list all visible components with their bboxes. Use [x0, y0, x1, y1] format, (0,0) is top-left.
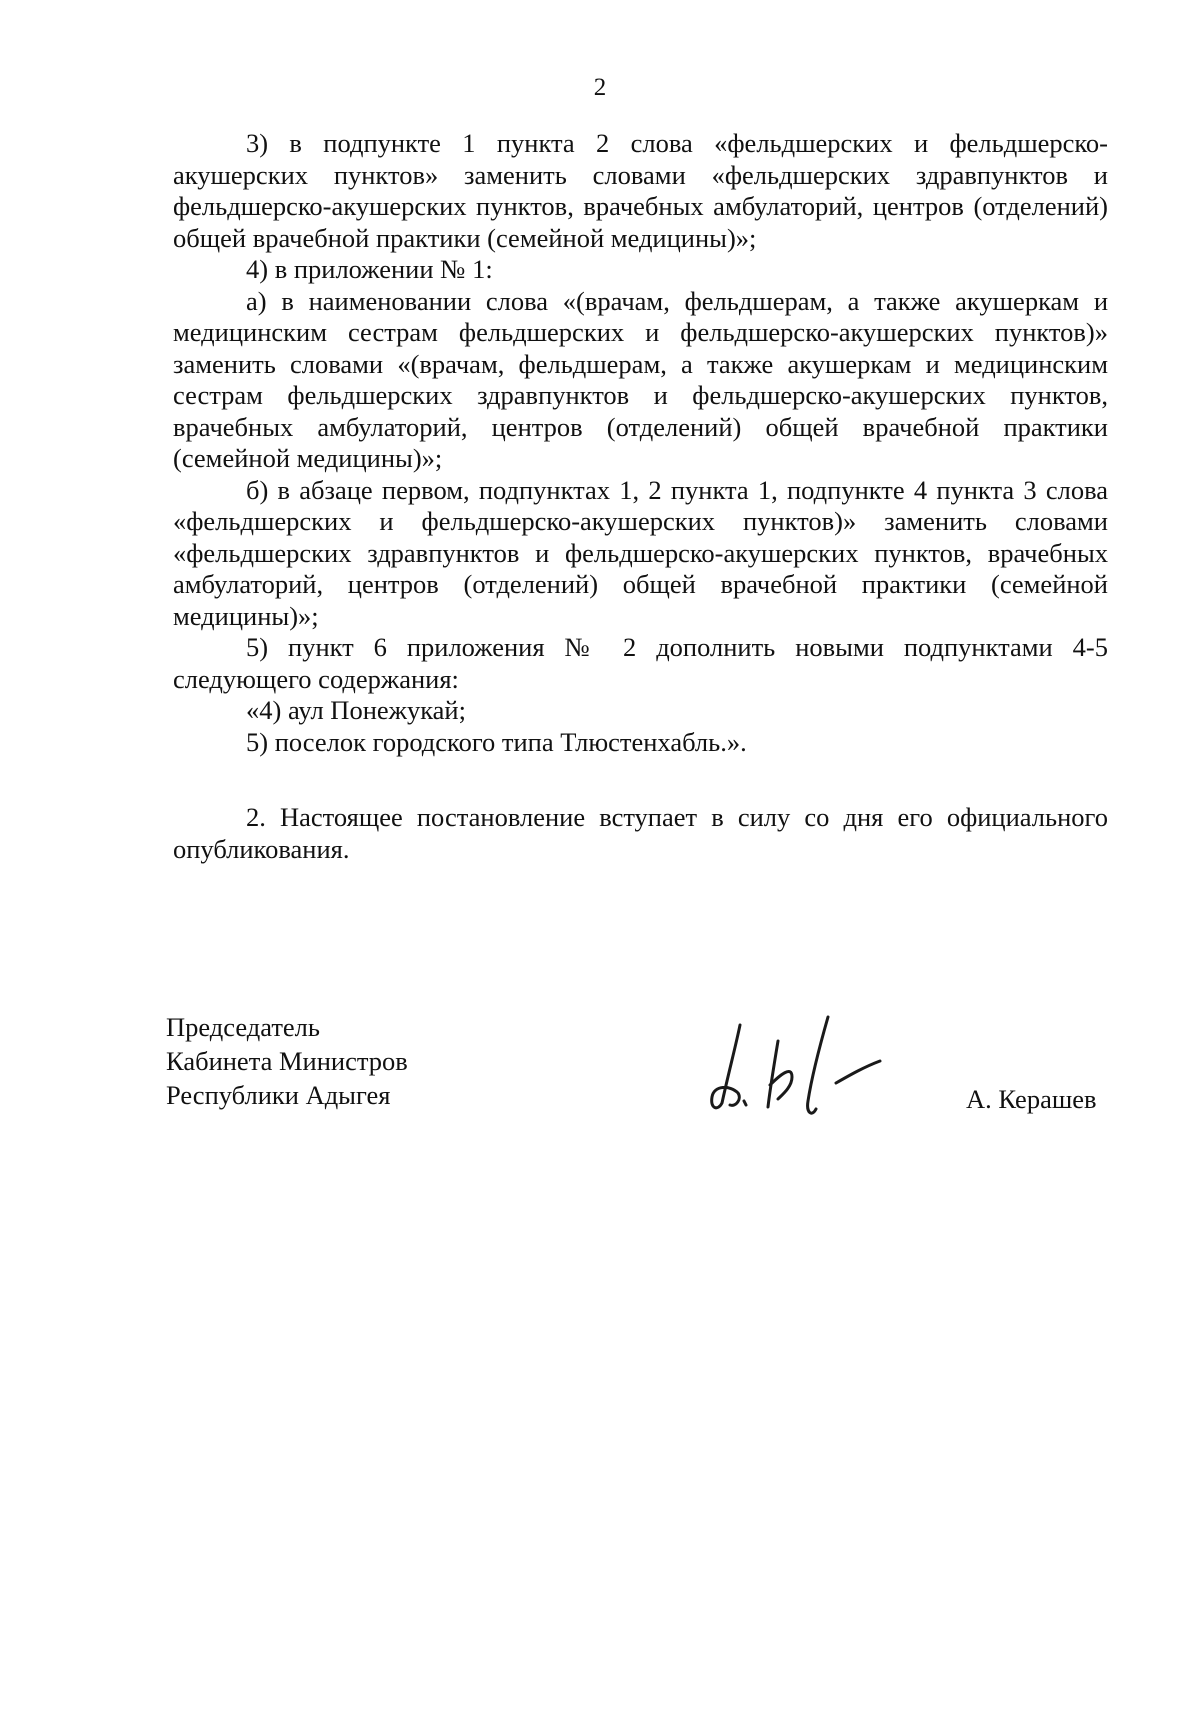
signatory-title-line: Председатель	[166, 1012, 320, 1042]
signatory-title-line: Республики Адыгея	[166, 1080, 391, 1110]
closing-paragraph: 2. Настоящее постановление вступает в силу со дня его официального опубликования.	[173, 802, 1108, 864]
document-body	[173, 128, 1108, 865]
paragraph-item-4: 4) в приложении № 1:	[246, 254, 493, 284]
paragraph-subitem-b: б) в абзаце первом, подпунктах 1, 2 пункта 1, подпункте 4 пункта 3 слова «фельдшерских и фельдшерско-акушерских пунктов)» заменить словами «фельдшерских здравпунктов и фельдшерско-акушерских пунктов, врачебных амбулаторий, центров (отделений) общей врачебной практики (семейной медицины)»;	[173, 474, 1108, 631]
signatory-name: А. Керашев	[966, 1084, 1097, 1114]
page-number: 2	[593, 74, 607, 101]
paragraph-subitem-a: а) в наименовании слова «(врачам, фельдшерам, а также акушеркам и медицинским сестрам фельдшерских и фельдшерско-акушерских пунктов)» заменить словами «(врачам, фельдшерам, а также акушеркам и медицинским сестрам фельдшерских здравпунктов и фельдшерско-акушерских пунктов, врачебных амбулаторий, центров (отделений) общей врачебной практики (семейной медицины)»;	[173, 285, 1108, 473]
quoted-subitem-5: 5) поселок городского типа Тлюстенхабль.».	[246, 726, 747, 757]
quoted-subitem-4: «4) аул Понежукай;	[246, 695, 466, 725]
signatory-title-line: Кабинета Министров	[166, 1046, 408, 1076]
signatory-title	[166, 1010, 408, 1112]
paragraph-item-3: 3) в подпункте 1 пункта 2 слова «фельдшерских и фельдшерско-акушерских пунктов» заменить словами «фельдшерских здравпунктов и фельдшерско-акушерских пунктов, врачебных амбулаторий, центров (отделений) общей врачебной практики (семейной медицины)»;	[173, 128, 1108, 253]
paragraph-item-5: 5) пункт 6 приложения № 2 дополнить новыми подпунктами 4-5 следующего содержания:	[173, 632, 1108, 694]
handwritten-signature	[700, 1005, 900, 1125]
